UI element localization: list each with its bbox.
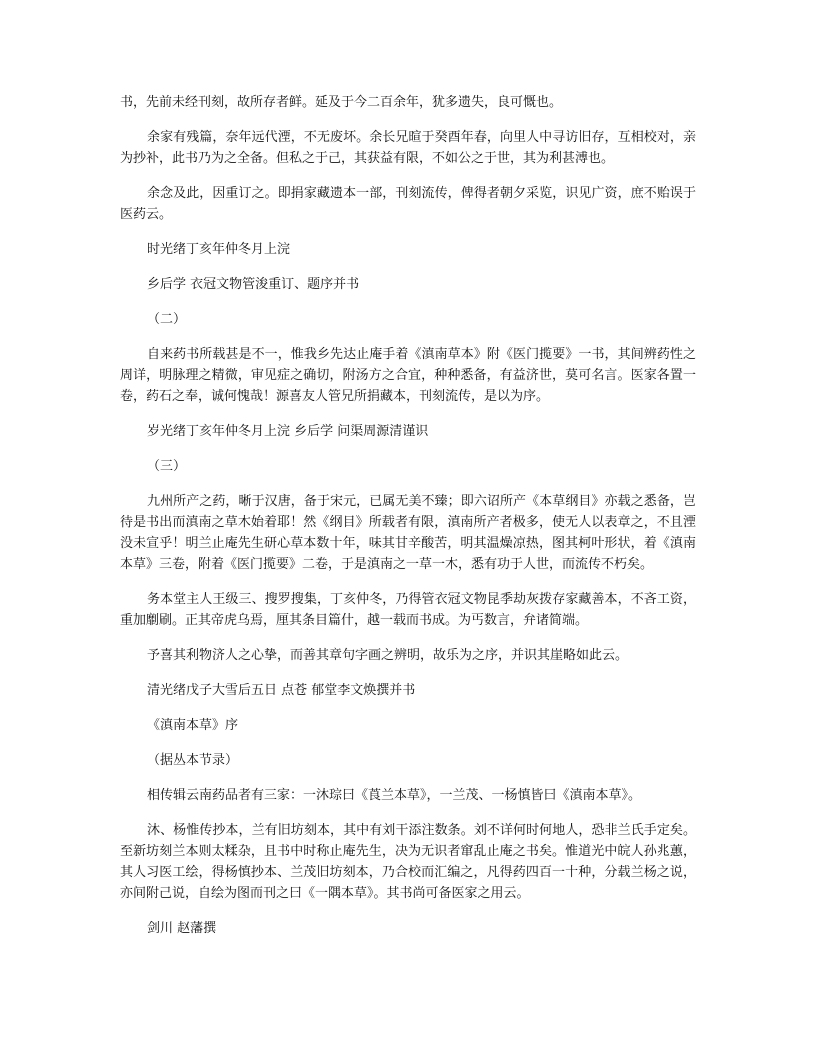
- paragraph: 九州所产之药，晰于汉唐，备于宋元，已属无美不臻；即六诏所产《本草纲目》亦载之悉备，岂待是书出而滇南之草木始着耶！然《纲目》所载者有限，滇南所产者极多，使无人以表章之，不且湮没未宣乎！明兰止庵先生研心草本数十年，味其甘辛酸苦，明其温燥凉热，图其柯叶形状，着《滇南本草》三卷，附着《医门揽要》二卷，于是滇南之一草一木，悉有功于人世，而流传不朽矣。: [120, 494, 696, 572]
- paragraph: 自来药书所载甚是不一，惟我乡先达止庵手着《滇南草本》附《医门揽要》一书，其间辨药性之周详，明脉理之精微，审见症之确切，附汤方之合宜，种种悉备，有益济世，莫可名言。医家各置一卷，药石之奉，诚何愧哉！源喜友人管兄所捐藏本，刊刻流传，是以为序。: [120, 347, 696, 404]
- signature-line: 剑川 赵藩撰: [147, 921, 217, 936]
- paragraph: 余念及此，因重订之。即捐家藏遗本一部，刊刻流传，俾得者朝夕采览，识见广资，庶不贻误于医药云。: [120, 186, 696, 222]
- paragraph: 余家有残篇，奈年远代湮，不无废坏。余长兄暄于癸酉年春，向里人中寻访旧存，互相校对，亲为抄补，此书乃为之全备。但私之于己，其获益有限，不如公之于世，其为利甚溥也。: [120, 130, 696, 166]
- section-title: 《滇南本草》序: [147, 718, 239, 733]
- signature-line: 乡后学 衣冠文物管浚重订、题序并书: [147, 277, 360, 292]
- date-line: 时光绪丁亥年仲冬月上浣: [147, 242, 291, 257]
- paragraph: 沐、杨惟传抄本，兰有旧坊刻本，其中有刘干添注数条。刘不详何时何地人，恐非兰氏手定矣。至新坊刻兰本则太糅杂，且书中时称止庵先生，决为无识者窜乱止庵之书矣。惟道光中皖人孙兆蕙，其人习医工绘，得杨慎抄本、兰茂旧坊刻本，乃合校而汇编之，凡得药四百一十种，分载兰杨之说，亦间附己说，自绘为图而刊之曰《一隅本草》。其书尚可备医家之用云。: [120, 823, 696, 901]
- paragraph: 予喜其利物济人之心挚，而善其章句字画之辨明，故乐为之序，并识其崖略如此云。: [147, 648, 629, 663]
- paragraph: 相传辑云南药品者有三家：一沐琮曰《莨兰本草》，一兰茂、一杨慎皆曰《滇南本草》。: [147, 788, 642, 803]
- paragraph-continuation: 书，先前未经刊刻，故所存者鲜。延及于今二百余年，犹多遗失，良可慨也。: [120, 95, 563, 110]
- signature-line: 清光绪戊子大雪后五日 点苍 郁堂李文焕撰并书: [147, 683, 416, 698]
- section-heading: （二）: [147, 312, 187, 327]
- section-heading: （三）: [147, 459, 187, 474]
- document-page: [120, 92, 696, 953]
- source-note: （据丛本节录）: [147, 753, 239, 768]
- signature-line: 岁光绪丁亥年仲冬月上浣 乡后学 问渠周源清谨识: [147, 424, 429, 439]
- paragraph: 务本堂主人王级三、搜罗搜集，丁亥仲冬，乃得管衣冠文物昆季劫灰拨存家藏善本，不吝工资，重加劘刷。正其帝虎乌焉，厘其条目篇什，越一载而书成。为丐数言，弁诸简端。: [120, 592, 696, 628]
